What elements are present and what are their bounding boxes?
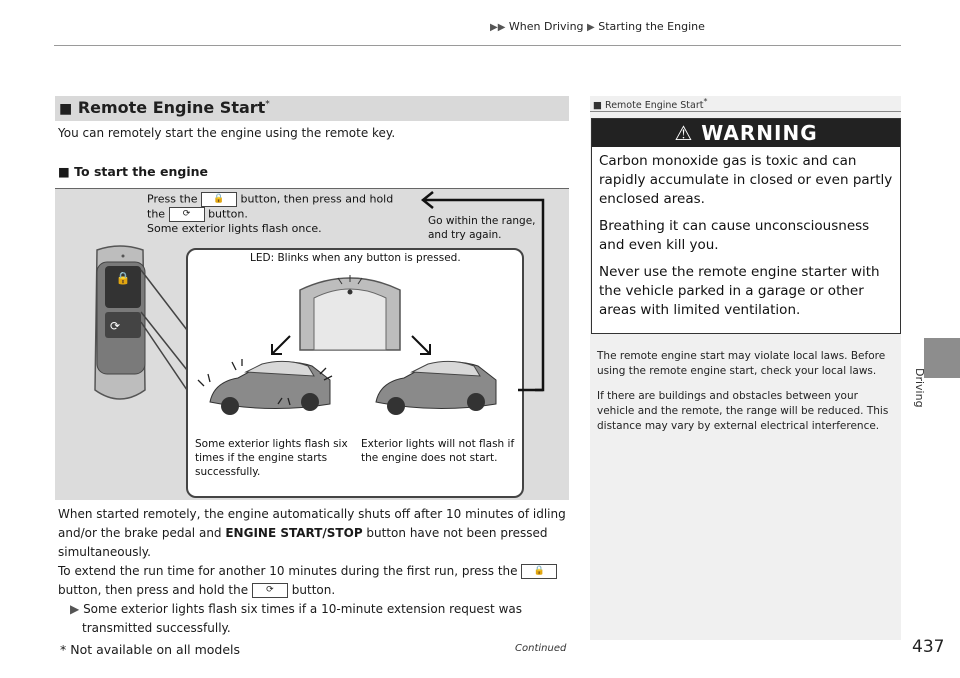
step-press-label: Press the: [147, 192, 198, 206]
body-text: [58, 505, 570, 638]
warning-triangle-icon: ⚠: [674, 121, 694, 145]
warning-paragraph: Never use the remote engine starter with the vehicle parked in a garage or other areas with limited ventilation.: [599, 264, 880, 318]
subheading: ■ To start the engine: [58, 164, 208, 179]
retry-arrow: [405, 190, 555, 400]
sidebar-note: If there are buildings and obstacles between your vehicle and the remote, the range will be reduced. This distance may vary by external electrical interference.: [597, 390, 889, 432]
footnote-star: *: [265, 99, 270, 110]
step-then-label: button, then press and hold: [240, 192, 394, 206]
car-flashing-illustration: [198, 359, 332, 415]
step-the-label: the: [147, 207, 166, 221]
step-button-label: button.: [208, 207, 248, 221]
svg-text:🔒: 🔒: [115, 271, 131, 285]
range-note-line: and try again.: [428, 229, 502, 241]
section-marker: ■: [59, 101, 73, 117]
sidebar-heading-icon: ■: [593, 100, 602, 112]
warning-title: WARNING: [701, 121, 818, 145]
footnote: * Not available on all models: [60, 642, 241, 657]
warning-box: [591, 118, 901, 334]
body-p2-start: To extend the run time for another 10 minutes during the first run, press the: [58, 564, 518, 578]
success-note: [195, 437, 348, 479]
footnote-star: *: [703, 97, 708, 106]
body-p2-mid: button, then press and hold the: [58, 583, 249, 597]
body-paragraph-1: [58, 505, 570, 562]
bullet-text: Some exterior lights flash six times if a 10-minute extension request was transmitted successfully.: [82, 602, 522, 635]
warning-paragraph: Carbon monoxide gas is toxic and can rapidly accumulate in closed or even partly enclosed areas.: [599, 153, 893, 207]
range-note-line: Go within the range,: [428, 215, 536, 227]
lock-key-icon: 🔒: [201, 192, 237, 207]
lock-key-icon: 🔒: [521, 564, 557, 579]
sidebar-heading: [593, 97, 707, 111]
led-note: LED: Blinks when any button is pressed.: [250, 252, 461, 264]
breadcrumb: [490, 20, 705, 33]
section-title: [59, 98, 270, 117]
breadcrumb-arrow-icon: ▶: [587, 22, 595, 33]
step-flash-label: Some exterior lights flash once.: [147, 222, 322, 235]
success-note-line: successfully.: [195, 466, 261, 478]
breadcrumb-arrow-icon: ▶▶: [490, 22, 506, 33]
remote-start-key-icon: ⟳: [252, 583, 288, 598]
remote-start-key-icon: ⟳: [169, 207, 205, 222]
body-p1-start: When started remotely, the engine automatically shuts off after 10 minutes of idling and/or the brake pedal and: [58, 507, 566, 540]
key-fob-illustration: [75, 240, 195, 415]
warning-text: [599, 152, 895, 328]
sidebar-heading-text: Remote Engine Start: [605, 100, 704, 112]
breadcrumb-part-1: When Driving: [508, 20, 584, 33]
header-rule: [54, 45, 901, 46]
intro-text: You can remotely start the engine using the remote key.: [58, 126, 396, 140]
bullet-arrow-icon: ▶: [70, 602, 80, 616]
figure-step-text: [147, 192, 417, 236]
chapter-label: Driving: [913, 368, 926, 408]
body-p2-end: button.: [291, 583, 336, 597]
svg-text:⟳: ⟳: [110, 319, 121, 333]
fail-note: [361, 437, 514, 465]
warning-paragraph: Breathing it can cause unconsciousness and even kill you.: [599, 218, 870, 253]
body-paragraph-2: [58, 562, 570, 600]
fail-note-line: Exterior lights will not flash if: [361, 438, 515, 450]
body-p1-end: button have not been pressed simultaneously.: [58, 526, 548, 559]
bullet-item: [58, 600, 570, 638]
page-number: 437: [912, 637, 945, 657]
sidebar-note: The remote engine start may violate local laws. Before using the remote engine start, check your local laws.: [597, 350, 886, 377]
success-note-line: times if the engine starts: [195, 452, 328, 464]
warning-header: [592, 119, 900, 147]
continued-label: Continued: [515, 643, 567, 654]
fail-note-line: the engine does not start.: [361, 452, 498, 464]
breadcrumb-part-2: Starting the Engine: [598, 20, 705, 33]
sidebar-rule: [590, 111, 901, 112]
chapter-tab: [924, 338, 960, 378]
engine-start-stop-label: ENGINE START/STOP: [225, 526, 363, 540]
section-title-text: Remote Engine Start: [77, 98, 266, 117]
sidebar-notes: [597, 349, 893, 444]
success-note-line: Some exterior lights flash six: [195, 438, 348, 450]
